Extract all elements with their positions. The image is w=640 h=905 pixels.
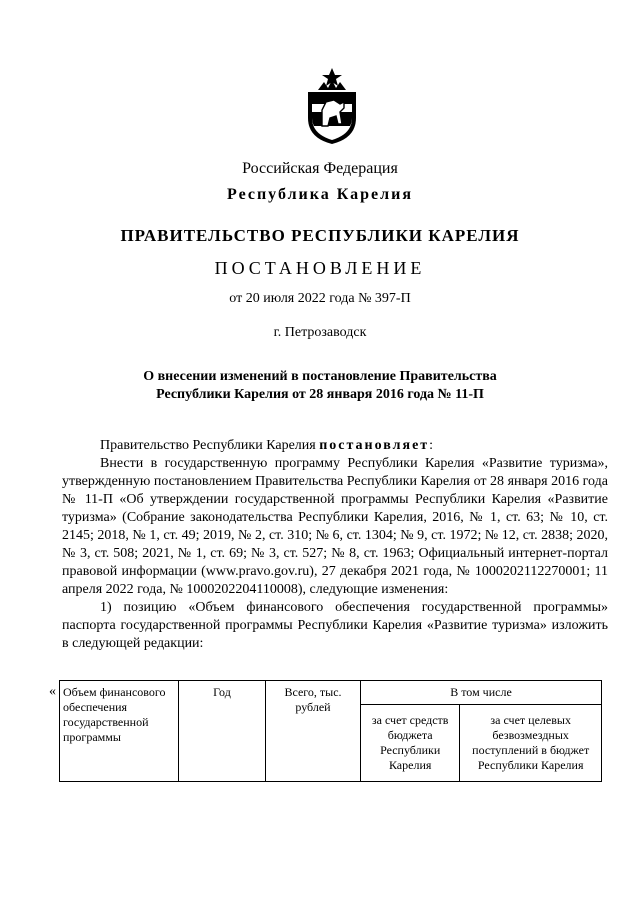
date-number: от 20 июля 2022 года № 397-П [229, 291, 411, 306]
changes-paragraph: Внести в государственную программу Республики Карелия «Развитие туризма», утвержденную постановлением Правительства Республики Карелия от 28 января 2016 года № 11-П «Об утверждении государственной программы Республики Карелия «Развитие туризма» (Собрание законодательства Республики Карелия, 2016, № 1, ст. 63; № 10, ст. 2145; 2018, № 1, ст. 49; 2019, № 2, ст. 310; № 6, ст. 1304; № 9, ст. 1972; № 12, ст. 2838; 2020, № 3, ст. 508; 2021, № 1, ст. 69; № 3, ст. 527; № 8, ст. 1963; Официальный интернет-портал правовой информации (www.pravo.gov.ru), 27 декабря 2021 года, № 1000202112270001; 11 апреля 2022 года, № 1000202204110008), следующие изменения: [62, 456, 608, 597]
body-text [62, 437, 608, 653]
header-total: Всего, тыс. рублей [266, 681, 361, 782]
financing-table [59, 680, 602, 782]
subject-heading [0, 368, 640, 404]
item-1-paragraph: 1) позицию «Объем финансового обеспечения государственной программы» паспорта государственной программы Республики Карелия «Развитие туризма» изложить в следующей редакции: [62, 600, 608, 651]
table-header-row [60, 681, 602, 705]
header-year: Год [179, 681, 266, 782]
republic-title: Республика Карелия [227, 186, 413, 203]
opening-quote: « [49, 684, 56, 699]
subject-line-1: О внесении изменений в постановление Правительства [143, 369, 497, 384]
header-financing-volume: Объем финансового обеспечения государственной программы [60, 681, 179, 782]
resolution-paragraph [62, 437, 608, 455]
header-regional-budget: за счет средств бюджета Республики Карелия [361, 705, 460, 782]
document-type: ПОСТАНОВЛЕНИЕ [214, 258, 426, 278]
city: г. Петрозаводск [273, 325, 367, 340]
subject-line-2: Республики Карелия от 28 января 2016 года № 11-П [156, 387, 484, 402]
header-including: В том числе [361, 681, 602, 705]
header-targeted-receipts: за счет целевых безвозмездных поступлений в бюджет Республики Карелия [460, 705, 602, 782]
coat-of-arms-emblem [300, 66, 364, 146]
resolution-prefix: Правительство Республики Карелия [100, 438, 320, 453]
resolution-suffix: : [429, 438, 434, 453]
resolution-verb: постановляет [319, 438, 430, 453]
government-title: ПРАВИТЕЛЬСТВО РЕСПУБЛИКИ КАРЕЛИЯ [120, 226, 520, 245]
federation-title: Российская Федерация [242, 160, 398, 177]
